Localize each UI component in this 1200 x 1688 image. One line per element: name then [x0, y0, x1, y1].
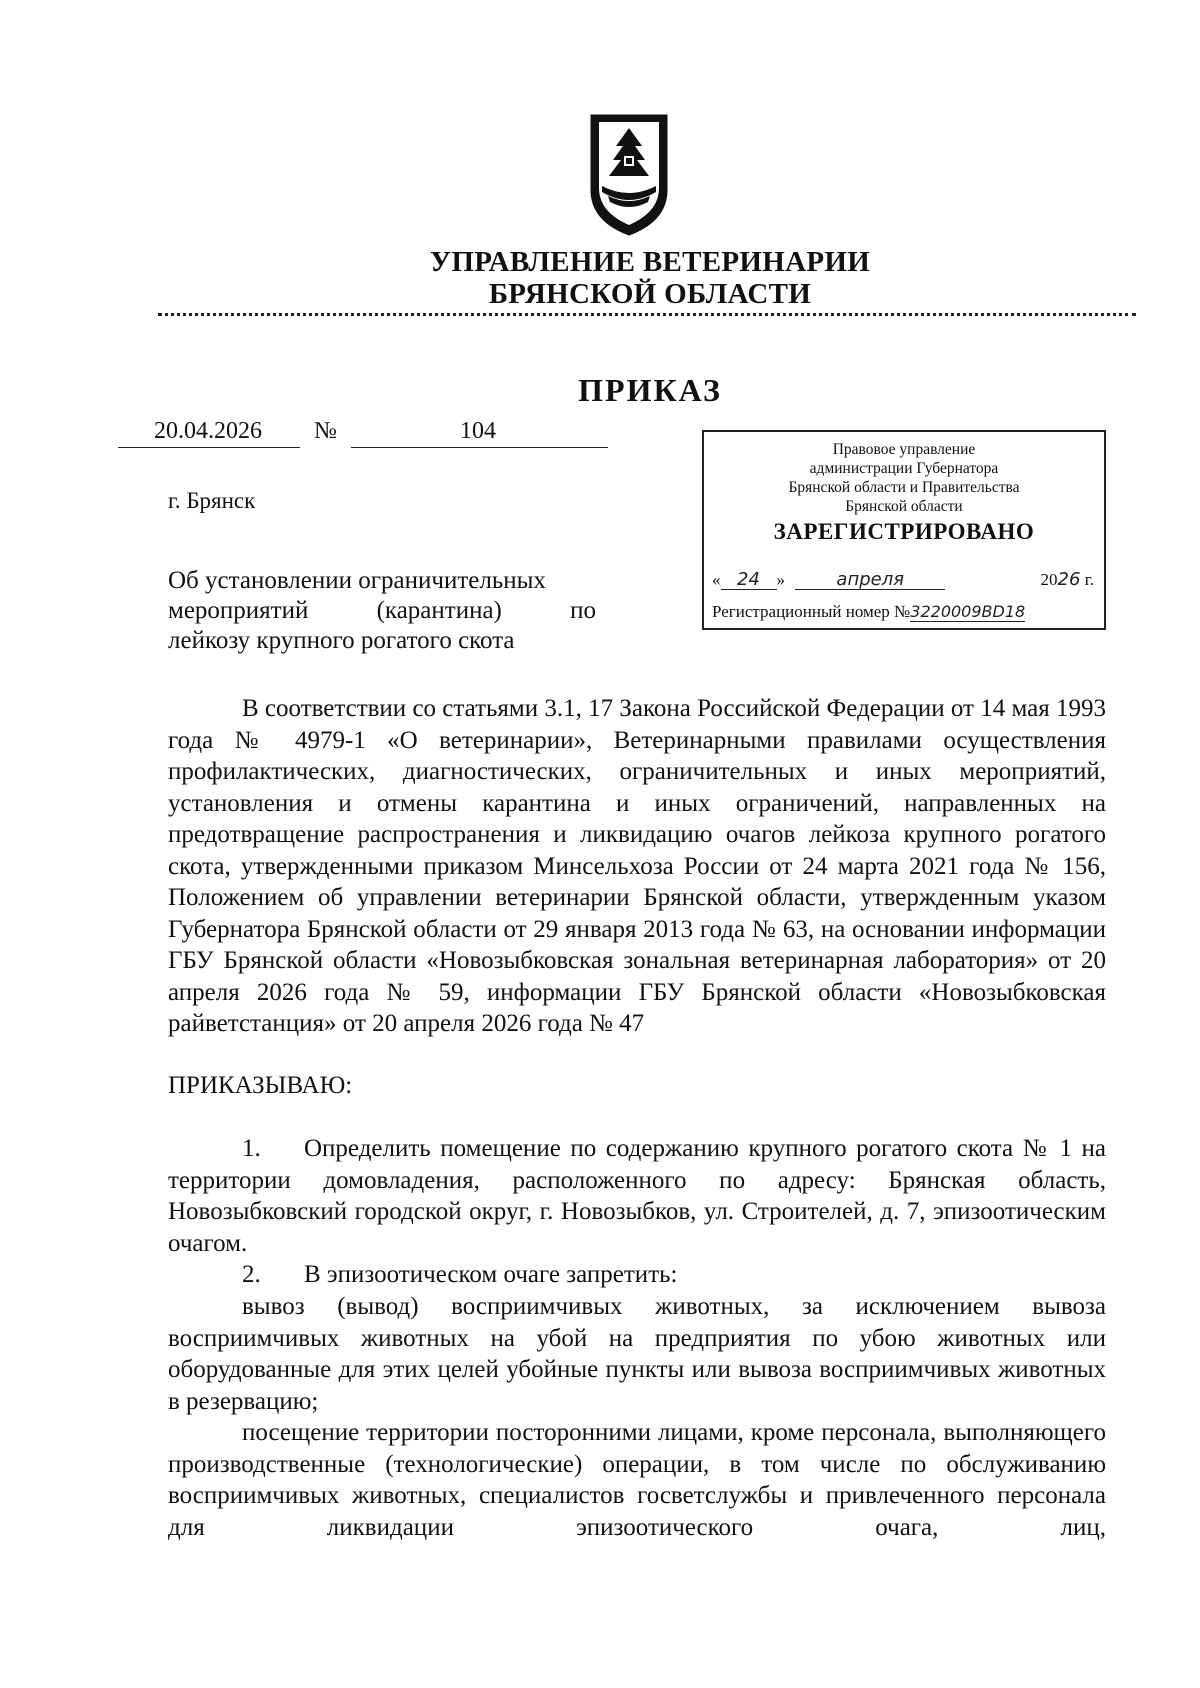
item2-sub-b: посещение территории посторонними лицами, кроме персонала, выполняющего производственные (технологические) операции, в том числе по обслуживанию восприимчивых животных, специалистов госветслужбы и привлеченного персонала для ликвидации эпизоотического очага, лиц,: [168, 1419, 1106, 1541]
stamp-reg-row: [712, 602, 1096, 622]
document-subject: [168, 566, 596, 656]
preamble-text: В соответствии со статьями 3.1, 17 Закона Российской Федерации от 14 мая 1993 года № 4979-1 «О ветеринарии», Ветеринарными правилами осуществления профилактических, диагностических, ограничительных и иных мероприятий, установления и отмены карантина и иных ограничений, направленных на предотвращение распространения и ликвидацию очагов лейкоза крупного рогатого скота, утвержденными приказом Минсельхоза России от 24 марта 2021 года № 156, Положением об управлении ветеринарии Брянской области, утвержденным указом Губернатора Брянской области от 29 января 2013 года № 63, на основании информации ГБУ Брянской области «Новозыбковская зональная ветеринарная лаборатория» от 20 апреля 2026 года № 59, информации ГБУ Брянской области «Новозыбковская райветстанция» от 20 апреля 2026 года № 47: [168, 695, 1106, 1037]
item2-text: В эпизоотическом очаге запретить:: [304, 1261, 678, 1288]
bryansk-coat-of-arms-icon: [588, 112, 670, 238]
stamp-line1: Правовое управление: [832, 441, 976, 458]
stamp-day: 24: [721, 570, 777, 590]
document-title: ПРИКАЗ: [578, 372, 722, 408]
document-number: 104: [460, 418, 496, 444]
stamp-year-unit: г.: [1084, 570, 1094, 589]
order-item-1: [168, 1133, 1106, 1259]
item1-text: 1. Определить помещение по содержанию крупного рогатого скота № 1 на территории домовладения, расположенного по адресу: Брянская область, Новозыбковский городской округ, г. Новозыбков, ул. Строителей, д. 7, эпизоотическим очагом.: [168, 1135, 1106, 1257]
subject-line2: мероприятий (карантина) по: [168, 597, 596, 624]
stamp-reg-label: Регистрационный номер №: [712, 602, 911, 621]
number-label: №: [314, 418, 337, 444]
stamp-line3: Брянской области и Правительства: [788, 479, 1020, 496]
subject-line1: Об установлении ограничительных: [168, 567, 546, 594]
stamp-year-suffix: 26: [1057, 569, 1081, 590]
document-city: г. Брянск: [168, 488, 256, 513]
document-date: 20.04.2026: [154, 418, 262, 444]
subject-line3: лейкозу крупного рогатого скота: [168, 627, 515, 654]
stamp-year-prefix: 20: [1040, 570, 1058, 589]
stamp-line4: Брянской области: [845, 498, 963, 515]
stamp-reg-number: 3220009BD18: [910, 602, 1026, 621]
stamp-registered: ЗАРЕГИСТРИРОВАНО: [773, 519, 1035, 544]
stamp-line2: администрации Губернатора: [809, 460, 999, 477]
date-number-line: [118, 418, 608, 448]
item2-sub-a: вывоз (вывод) восприимчивых животных, за исключением вывоза восприимчивых животных на убой на предприятия по убою животных или оборудованные для этих целей убойные пункты или вывоза восприимчивых животных в резервацию;: [168, 1293, 1106, 1415]
order-word: ПРИКАЗЫВАЮ:: [168, 1072, 353, 1099]
number-underline: [351, 447, 608, 448]
header-dotted-divider: [158, 313, 1136, 316]
registration-stamp: [702, 430, 1106, 630]
preamble-paragraph: [168, 693, 1106, 1040]
stamp-date-row: « 24 » апреля 2026 г.: [712, 569, 1094, 590]
org-name-line2: БРЯНСКОЙ ОБЛАСТИ: [488, 278, 812, 310]
item1-number: 1.: [242, 1135, 261, 1162]
item2-number: 2.: [242, 1261, 261, 1288]
stamp-month: апреля: [795, 570, 945, 590]
date-underline: [118, 447, 300, 448]
org-name-line1: УПРАВЛЕНИЕ ВЕТЕРИНАРИИ: [429, 246, 871, 278]
order-item-2: [168, 1259, 1106, 1291]
